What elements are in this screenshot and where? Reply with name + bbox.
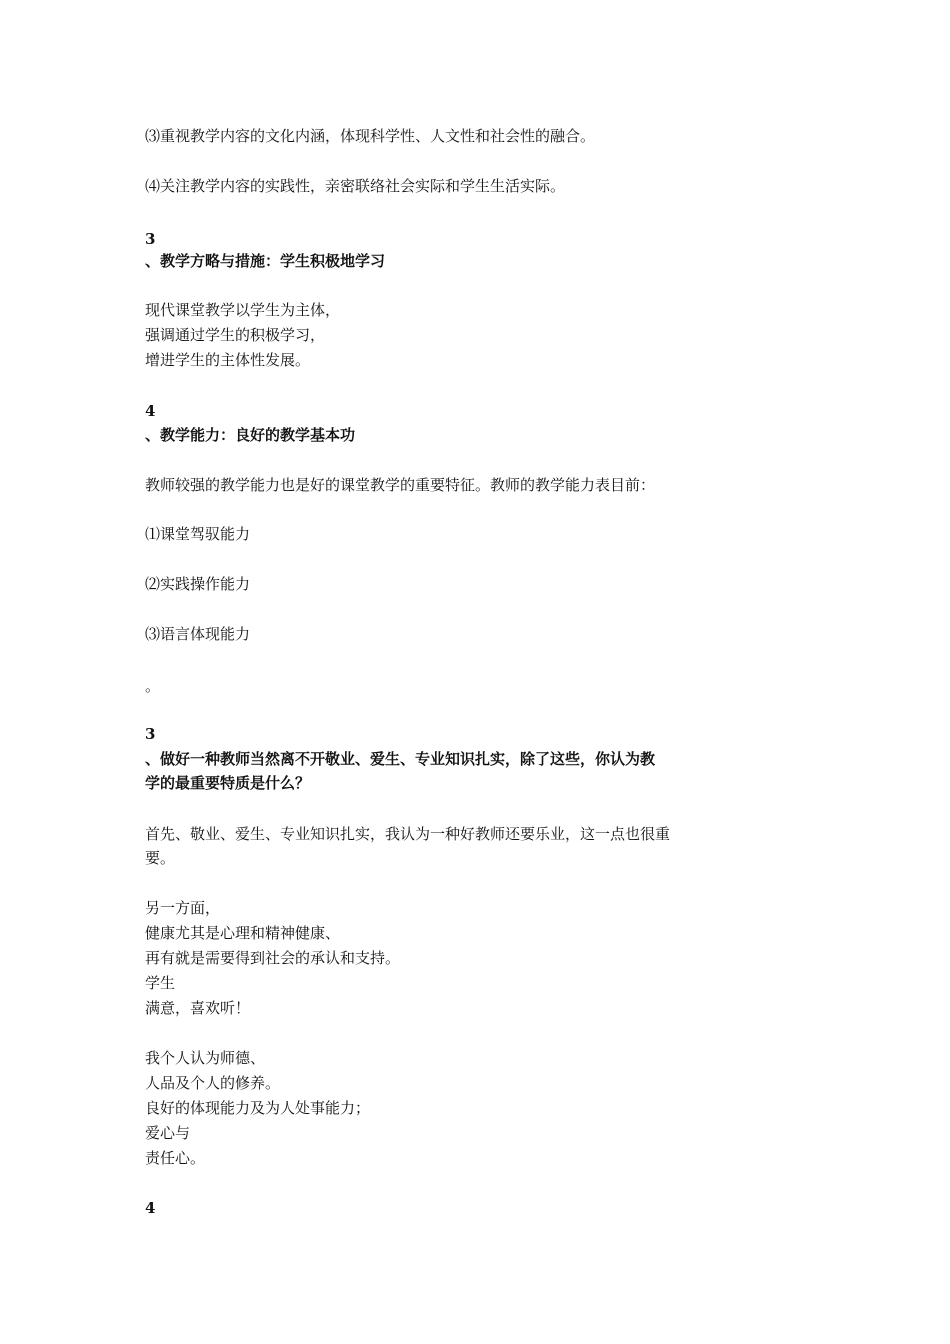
- question-heading-line: 学的最重要特质是什么？: [145, 774, 311, 792]
- paragraph: 教师较强的教学能力也是好的课堂教学的重要特征。教师的教学能力表目前：: [145, 476, 656, 494]
- paragraph-line: 强调通过学生的积极学习，: [145, 326, 326, 344]
- answer-line: 首先、敬业、爱生、专业知识扎实，我认为一种好教师还要乐业，这一点也很重: [145, 825, 671, 843]
- section-heading: 、教学能力：良好的教学基本功: [145, 426, 356, 444]
- answer-line: 人品及个人的修养。: [145, 1074, 281, 1092]
- paragraph: ⑶语言体现能力: [145, 625, 251, 643]
- answer-line: 另一方面，: [145, 899, 221, 917]
- paragraph: ⑴课堂驾驭能力: [145, 525, 251, 543]
- answer-line: 爱心与: [145, 1124, 191, 1142]
- answer-line: 健康尤其是心理和精神健康、: [145, 924, 341, 942]
- question-number: 3: [145, 725, 156, 743]
- paragraph: ⑷关注教学内容的实践性，亲密联络社会实际和学生生活实际。: [145, 177, 566, 195]
- section-number: 4: [145, 402, 156, 420]
- answer-line: 再有就是需要得到社会的承认和支持。: [145, 949, 401, 967]
- question-number: 4: [145, 1199, 156, 1217]
- answer-line: 良好的体现能力及为人处事能力；: [145, 1099, 371, 1117]
- paragraph-line: 增进学生的主体性发展。: [145, 351, 311, 369]
- paragraph: ⑵实践操作能力: [145, 575, 251, 593]
- answer-line: 学生: [145, 974, 176, 992]
- paragraph: 。: [145, 677, 161, 695]
- answer-line: 满意，喜欢听！: [145, 999, 251, 1017]
- answer-line: 我个人认为师德、: [145, 1049, 266, 1067]
- paragraph: ⑶重视教学内容的文化内涵，体现科学性、人文性和社会性的融合。: [145, 127, 596, 145]
- answer-line: 要。: [145, 849, 176, 867]
- question-heading-line: 、做好一种教师当然离不开敬业、爱生、专业知识扎实，除了这些，你认为教: [145, 750, 656, 768]
- answer-line: 责任心。: [145, 1149, 206, 1167]
- section-heading: 、教学方略与措施：学生积极地学习: [145, 252, 386, 270]
- section-number: 3: [145, 230, 156, 248]
- paragraph-line: 现代课堂教学以学生为主体，: [145, 301, 341, 319]
